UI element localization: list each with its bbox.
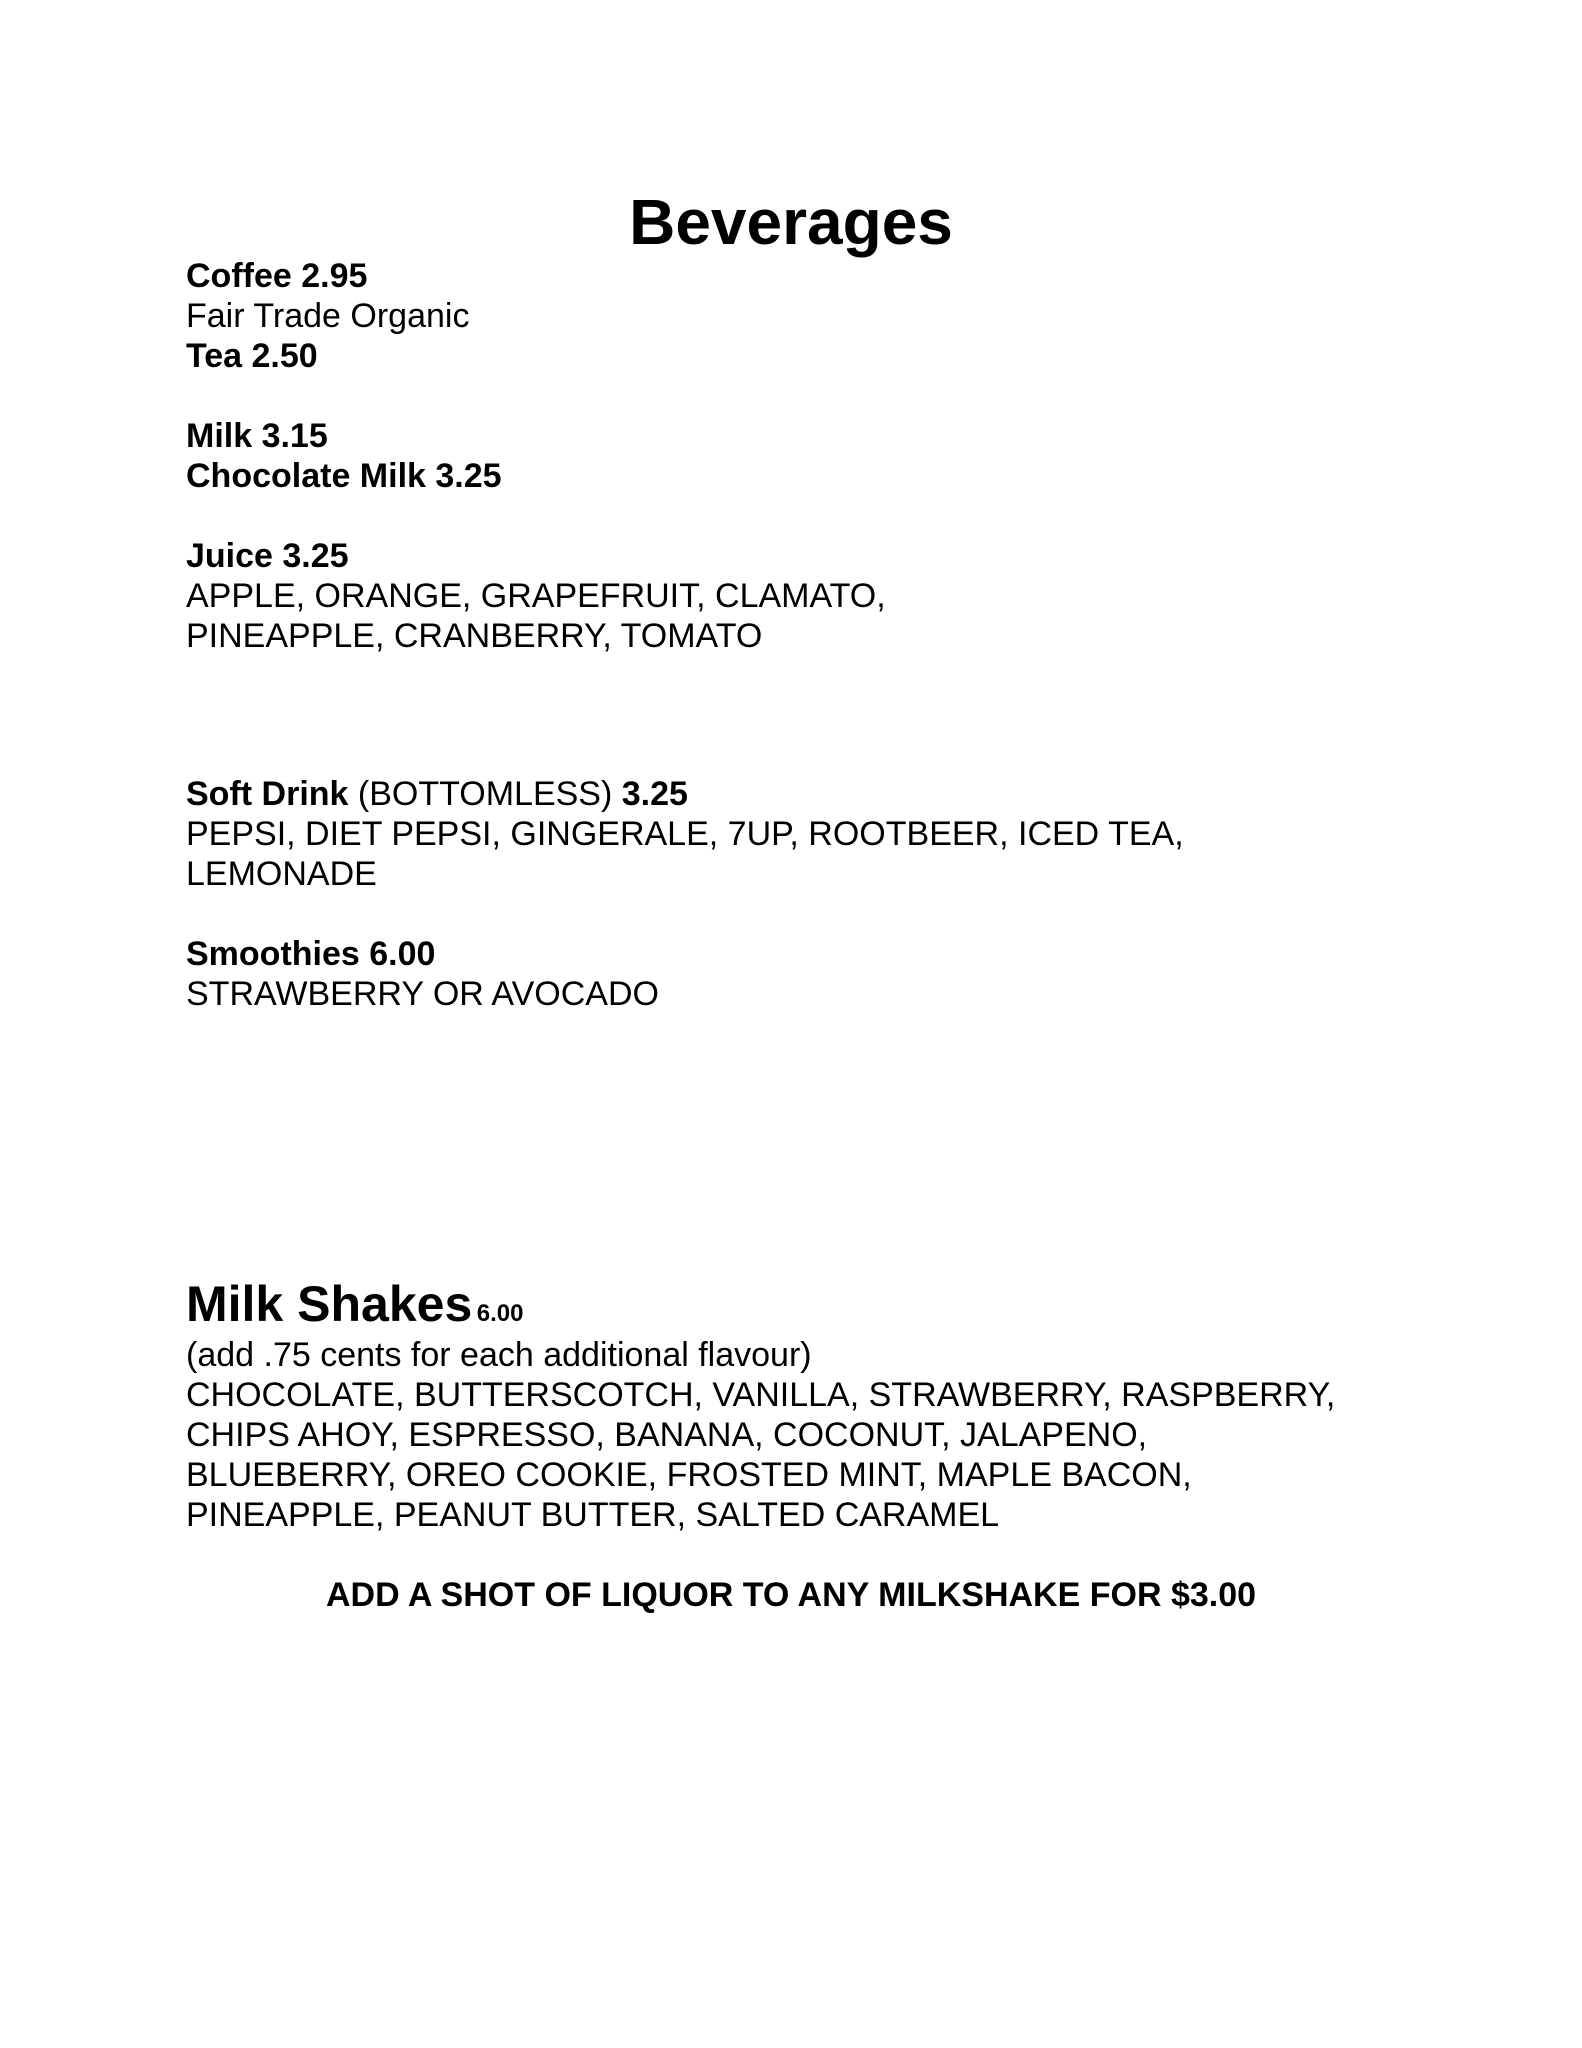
milk-shakes-title: Milk Shakes [186,1276,473,1332]
soft-drink-flavours-line: LEMONADE [186,855,377,893]
milk-shakes-flavours-line: CHIPS AHOY, ESPRESSO, BANANA, COCONUT, JALAPENO, [186,1416,1148,1454]
smoothies-flavours: STRAWBERRY OR AVOCADO [186,975,659,1013]
smoothies-section [186,934,1486,1014]
juice-item: Juice 3.25 [186,537,349,575]
soft-drink-section [186,774,1486,894]
milk-shakes-flavours-line: BLUEBERRY, OREO COOKIE, FROSTED MINT, MAPLE BACON, [186,1456,1192,1494]
soft-drink-heading [186,774,1486,814]
juice-section [186,536,1486,656]
milk-item: Milk 3.15 [186,417,328,455]
milk-shakes-flavours-line: PINEAPPLE, PEANUT BUTTER, SALTED CARAMEL [186,1496,1000,1534]
milk-shakes-note: (add .75 cents for each additional flavour) [186,1336,812,1374]
soft-drink-flavours-line: PEPSI, DIET PEPSI, GINGERALE, 7UP, ROOTBEER, ICED TEA, [186,815,1184,853]
page-title: Beverages [629,186,953,258]
milk-shakes-price: 6.00 [476,1300,524,1327]
soft-drink-price: 3.25 [621,775,688,813]
coffee-tea-section [186,256,1486,376]
coffee-item: Coffee 2.95 [186,257,368,295]
soft-drink-note: (BOTTOMLESS) [348,775,622,813]
juice-flavours-line: APPLE, ORANGE, GRAPEFRUIT, CLAMATO, [186,577,886,615]
juice-flavours-line: PINEAPPLE, CRANBERRY, TOMATO [186,617,763,655]
soft-drink-name: Soft Drink [186,775,349,813]
coffee-description: Fair Trade Organic [186,297,470,335]
milk-section [186,416,1486,496]
smoothies-item: Smoothies 6.00 [186,935,436,973]
tea-item: Tea 2.50 [186,337,318,375]
chocolate-milk-item: Chocolate Milk 3.25 [186,457,502,495]
liquor-note: ADD A SHOT OF LIQUOR TO ANY MILKSHAKE FOR $3.00 [325,1576,1257,1614]
milk-shakes-flavours-line: CHOCOLATE, BUTTERSCOTCH, VANILLA, STRAWBERRY, RASPBERRY, [186,1376,1336,1414]
milk-shakes-details [186,1335,1486,1535]
